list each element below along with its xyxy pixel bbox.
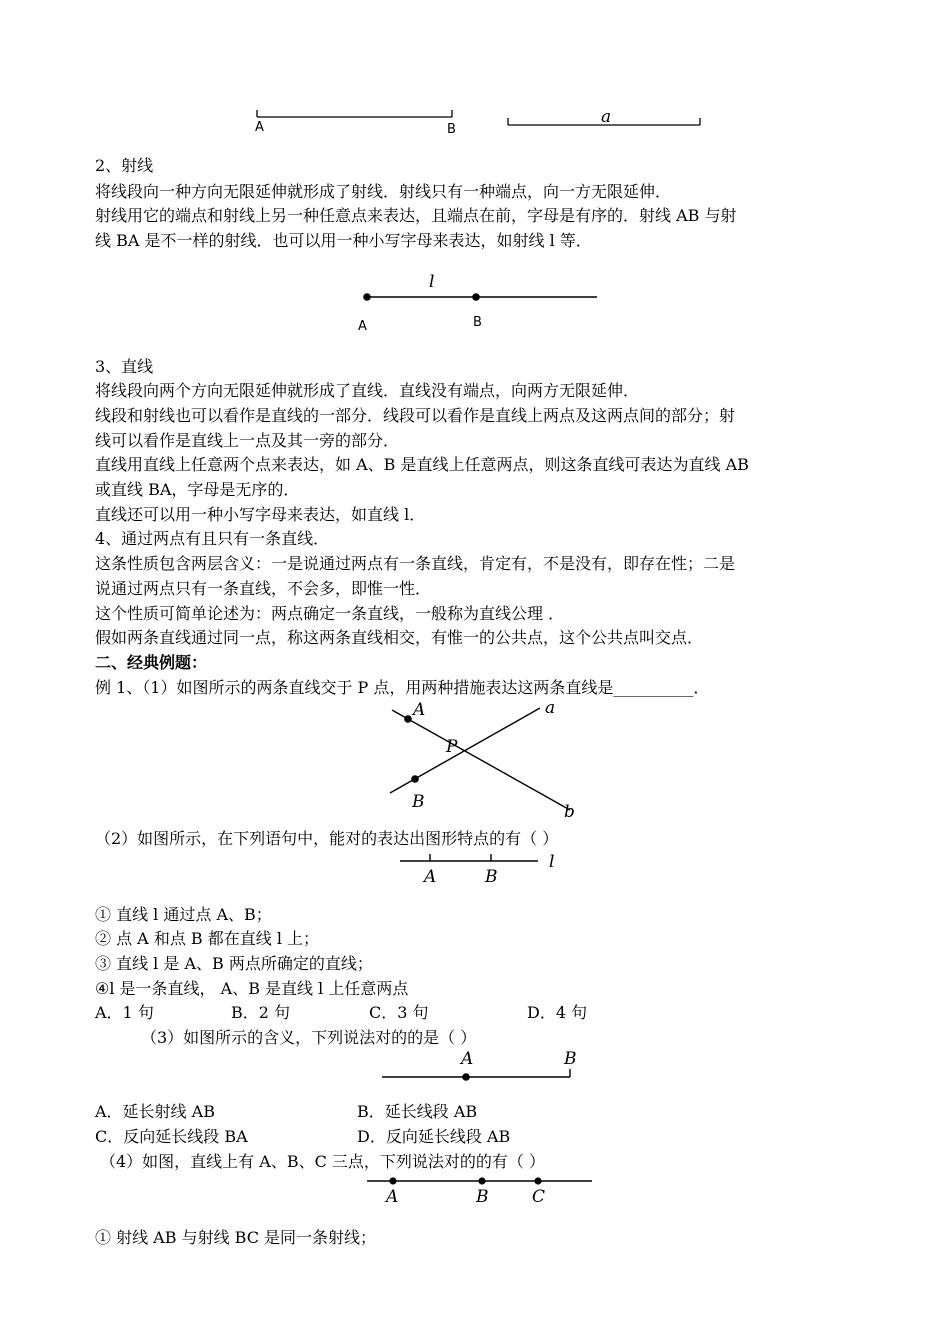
example1-q4: （4）如图，直线上有 A、B、C 三点，下列说法对的的有（ ） (100, 1152, 545, 1171)
ray-figure (0, 260, 950, 340)
axiom-p1a: 这条性质包含两层含义：一是说通过两点有一条直线，肯定有，不是没有，即存在性；二是 (95, 554, 736, 573)
ray-p1: 将线段向一种方向无限延伸就形成了射线．射线只有一种端点，向一方无限延伸． (95, 182, 672, 201)
axiom-p3: 假如两条直线通过同一点，称这两条直线相交，有惟一的公共点，这个公共点叫交点． (95, 628, 704, 647)
q3-option-a: A．延长射线 AB (95, 1102, 215, 1121)
q2-item-2: ② 点 A 和点 B 都在直线 l 上； (95, 929, 320, 948)
fig1-label-a-small: a (545, 698, 556, 718)
fig4-point-b (478, 1177, 485, 1184)
fig1-label-b-small: b (564, 802, 575, 822)
line-heading: 3、直线 (95, 357, 154, 376)
q2-option-d: D．4 句 (527, 1003, 588, 1022)
q4-item-1: ① 射线 AB 与射线 BC 是同一条射线； (95, 1228, 377, 1247)
intersecting-lines-figure (0, 695, 950, 825)
example1-q2: （2）如图所示，在下列语句中，能对的表达出图形特点的有（ ） (95, 829, 559, 848)
fig1-point-a (404, 715, 412, 723)
fig3-label-a: A (461, 1049, 474, 1069)
examples-heading: 二、经典例题： (95, 653, 208, 672)
fig2-label-l: l (549, 852, 555, 872)
example1-q1: 例 1、（1）如图所示的两条直线交于 P 点，用两种措施表达这两条直线是__________． (95, 678, 710, 697)
q2-item-3: ③ 直线 l 是 A、B 两点所确定的直线； (95, 954, 373, 973)
fig1-label-p: P (446, 737, 458, 757)
ray-point-b (472, 293, 480, 301)
line-p2a: 线段和射线也可以看作是直线的一部分．线段可以看作是直线上两点及这两点间的部分；射 (95, 406, 736, 425)
ray-label-b: B (473, 315, 482, 330)
ray-point-a (363, 293, 371, 301)
line-p4: 直线还可以用一种小写字母来表达，如直线 l． (95, 505, 426, 524)
fig4-point-c (534, 1177, 541, 1184)
fig3-label-b: B (564, 1049, 577, 1069)
ray-heading: 2、射线 (95, 156, 154, 175)
fig1-label-b: B (412, 792, 425, 812)
ray-p2a: 射线用它的端点和射线上另一种任意点来表达，且端点在前，字母是有序的．射线 AB 与射 (95, 206, 737, 225)
ray-label-l: l (429, 272, 435, 292)
q2-option-b: B．2 句 (231, 1003, 291, 1022)
q3-option-c: C．反向延长线段 BA (95, 1127, 248, 1146)
fig1-label-a: A (413, 700, 426, 720)
segment-label-b: B (447, 122, 456, 137)
ray-p2b: 线 BA 是不一样的射线．也可以用一种小写字母来表达，如射线 l 等． (95, 231, 592, 250)
abc-line-figure (0, 1172, 950, 1212)
fig4-label-c: C (532, 1187, 546, 1207)
line-p2b: 线可以看作是直线上一点及其一旁的部分． (95, 431, 400, 450)
line-p3b: 或直线 BA，字母是无序的． (95, 480, 300, 499)
fig1-point-b (411, 775, 419, 783)
axiom-heading: 4、通过两点有且只有一条直线． (95, 529, 330, 548)
fig4-point-a (389, 1177, 396, 1184)
axiom-p2: 这个性质可简单论述为：两点确定一条直线，一般称为直线公理 ． (95, 604, 565, 623)
q3-option-d: D．反向延长线段 AB (357, 1127, 511, 1146)
q2-item-1: ① 直线 l 通过点 A、B； (95, 905, 272, 924)
segment-label-a: A (255, 120, 264, 135)
segment-figure (0, 0, 950, 140)
fig4-label-a: A (386, 1187, 399, 1207)
ray-ab-figure (0, 1045, 950, 1085)
axiom-p1b: 说通过两点只有一条直线，不会多，即惟一性． (95, 579, 432, 598)
line-l-figure (0, 850, 950, 890)
fig3-point-a (462, 1073, 470, 1081)
fig4-label-b: B (476, 1187, 489, 1207)
line-p3a: 直线用直线上任意两个点来表达，如 A、B 是直线上任意两点，则这条直线可表达为直线 AB (95, 455, 749, 474)
q2-option-c: C．3 句 (369, 1003, 429, 1022)
fig2-label-a: A (424, 867, 437, 887)
fig2-label-b: B (485, 867, 498, 887)
segment-label-small-a: a (601, 107, 612, 127)
q2-item-4: ④l 是一条直线， A、B 是直线 l 上任意两点 (95, 979, 409, 998)
line-p1: 将线段向两个方向无限延伸就形成了直线．直线没有端点，向两方无限延伸． (95, 381, 640, 400)
q2-option-a: A．1 句 (95, 1003, 154, 1022)
example1-q3: （3）如图所示的含义，下列说法对的的是（ ） (141, 1028, 477, 1047)
q3-option-b: B．延长线段 AB (357, 1102, 478, 1121)
ray-label-a: A (358, 319, 367, 334)
